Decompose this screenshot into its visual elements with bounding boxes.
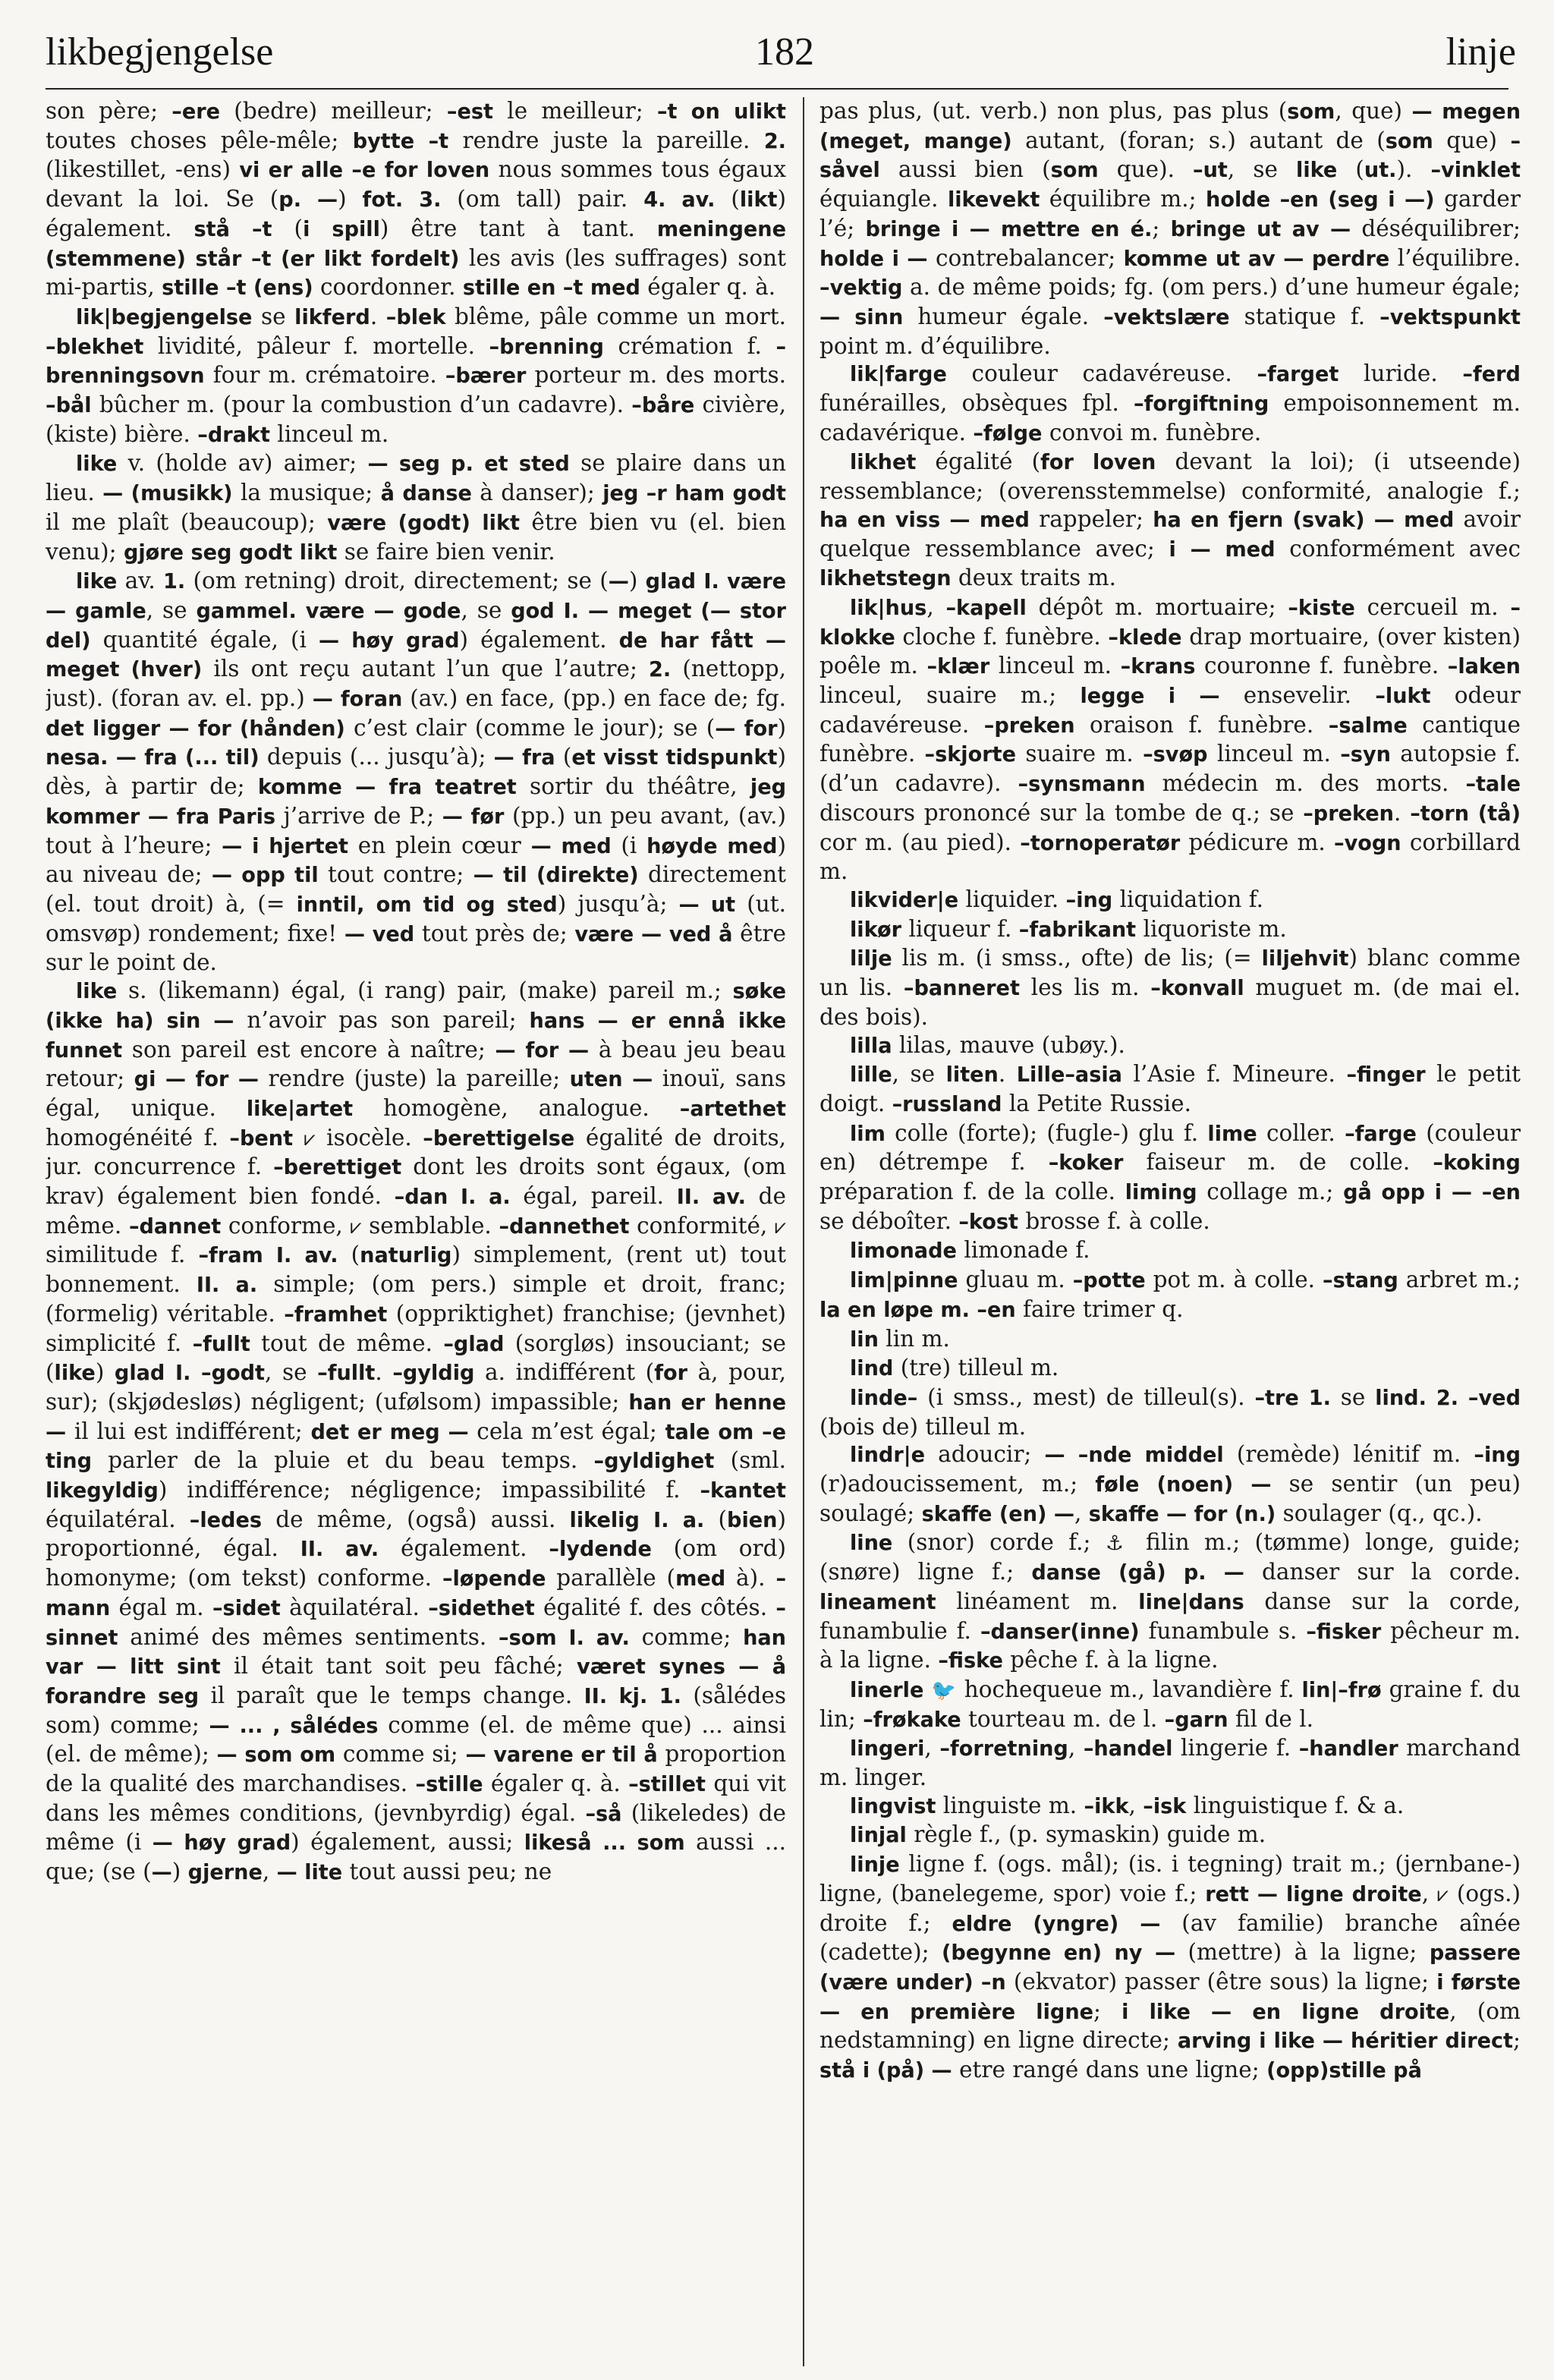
dictionary-entry: linje ligne f. (ogs. mål); (is. i tegning) trait m.; (jernbane-) ligne, (banelegeme, spor) voie f.; rett — ligne droite, ⩗ (ogs.) droite f.; eldre (yngre) — (av familie) branche aînée (cadette); (begynne en) ny — (mettre) à la ligne; passere (være under) –n (ekvator) passer (être sous) la ligne; i første — en première ligne; i like — en ligne droite, (om nedstamning) en ligne directe; arving i like — héritier direct; stå i (på) — etre rangé dans une ligne; (opp)stille på <box>819 1851 1521 2083</box>
dictionary-entry: pas plus, (ut. verb.) non plus, pas plus (som, que) — megen (meget, mange) autant, (foran; s.) autant de (som que) –såvel aussi bien (som que). –ut, se like (ut.). –vinklet équiangle. likevekt équilibre m.; holde –en (seg i —) garder l’é; bringe i — mettre en é.; bringe ut av — déséquilibrer; holde i — contrebalancer; komme ut av — perdre l’équilibre. –vektig a. de même poids; fg. (om pers.) d’une humeur égale; — sinn humeur égale. –vektslære statique f. –vektspunkt point m. d’équilibre. <box>819 98 1521 359</box>
dictionary-entry: lik|farge couleur cadavéreuse. –farget luride. –ferd funérailles, obsèques fpl. –forgiftning empoisonnement m. cadavérique. –følge convoi m. funèbre. <box>819 360 1521 445</box>
dictionary-entry: likør liqueur f. –fabrikant liquoriste m. <box>850 915 1287 942</box>
left-column <box>46 97 786 2366</box>
dictionary-entry: linerle 🐦 hochequeue m., lavandière f. lin|–frø graine f. du lin; –frøkake tourteau m. de l. –garn fil de l. <box>819 1676 1521 1732</box>
header-rule <box>46 88 1508 90</box>
header-last-entry: linje <box>1445 30 1516 74</box>
header-first-entry: likbegjengelse <box>46 30 274 74</box>
dictionary-entry: like av. 1. (om retning) droit, directement; se (—) glad I. være — gamle, se gammel. være — gode, se god I. — meget (— stor del) quantité égale, (i — høy grad) également. de har fått — meget (hver) ils ont reçu autant l’un que l’autre; 2. (nettopp, just). (foran av. el. pp.) — foran (av.) en face, (pp.) en face de; fg. det ligger — for (hånden) c’est clair (comme le jour); se (— for) nesa. — fra (... til) depuis (... jusqu’à); — fra (et visst tidspunkt) dès, à partir de; komme — fra teatret sortir du théâtre, jeg kommer — fra Paris j’arrive de P.; — før (pp.) un peu avant, (av.) tout à l’heure; — i hjertet en plein cœur — med (i høyde med) au niveau de; — opp til tout contre; — til (direkte) directement (el. tout droit) à, (= inntil, om tid og sted) jusqu’à; — ut (ut. omsvøp) rondement; fixe! — ved tout près de; være — ved å être sur le point de. <box>46 568 786 976</box>
dictionary-entry: like s. (likemann) égal, (i rang) pair, (make) pareil m.; søke (ikke ha) sin — n’avoir pas son pareil; hans — er ennå ikke funnet son pareil est encore à naître; — for — à beau jeu beau retour; gi — for — rendre (juste) la pareille; uten — inouï, sans égal, unique. like|artet homogène, analogue. –artethet homogénéité f. –bent ⩗ isocèle. –berettigelse égalité de droits, jur. concurrence f. –berettiget dont les droits sont égaux, (om krav) également bien fondé. –dan I. a. égal, pareil. II. av. de même. –dannet conforme, ⩗ semblable. –dannethet conformité, ⩗ similitude f. –fram I. av. (naturlig) simplement, (rent ut) tout bonnement. II. a. simple; (om pers.) simple et droit, franc; (formelig) véritable. –framhet (oppriktighet) franchise; (jevnhet) simplicité f. –fullt tout de même. –glad (sorgløs) insouciant; se (like) glad I. –godt, se –fullt. –gyldig a. indifférent (for à, pour, sur); (skjødesløs) négligent; (ufølsom) impassible; han er henne — il lui est indifférent; det er meg — cela m’est égal; tale om –e ting parler de la pluie et du beau temps. –gyldighet (sml. likegyldig) indifférence; négligence; impassibilité f. –kantet équilatéral. –ledes de même, (også) aussi. likelig I. a. (bien) proportionné, égal. II. av. également. –lydende (om ord) homonyme; (om tekst) conforme. –løpende parallèle (med à). –mann égal m. –sidet àquilatéral. –sidethet égalité f. des côtés. –sinnet animé des mêmes sentiments. –som I. av. comme; han var — litt sint il était tant soit peu fâché; været synes — å forandre seg il paraît que le temps change. II. kj. 1. (sålédes som) comme; — ... , sålédes comme (el. de même que) ... ainsi (el. de même); — som om comme si; — varene er til å proportion de la qualité des marchandises. –stille égaler q. à. –stillet qui vit dans les mêmes conditions, (jevnbyrdig) égal. –så (likeledes) de même (i — høy grad) également, aussi; likeså ... som aussi ... que; (se (—) gjerne, — lite tout aussi peu; ne <box>46 978 786 1885</box>
dictionary-entry: linjal règle f., (p. symaskin) guide m. <box>850 1821 1266 1848</box>
dictionary-entry: lille, se liten. Lille–asia l’Asie f. Mineure. –finger le petit doigt. –russland la Petite Russie. <box>819 1061 1521 1116</box>
column-divider <box>803 97 804 2366</box>
page-number: 182 <box>755 30 814 74</box>
dictionary-entry: line (snor) corde f.; ⚓ filin m.; (tømme) longe, guide; (snøre) ligne f.; danse (gå) p. — danser sur la corde. lineament linéament m. line|dans danse sur la corde, funambulie f. –danser(inne) funambule s. –fisker pêcheur m. à la ligne. –fiske pêche f. à la ligne. <box>819 1529 1521 1673</box>
dictionary-entry: lilla lilas, mauve (ubøy.). <box>850 1031 1125 1058</box>
dictionary-entry: lin lin m. <box>850 1325 950 1352</box>
dictionary-entry: limonade limonade f. <box>850 1237 1090 1264</box>
dictionary-entry: lingeri, –forretning, –handel lingerie f. –handler marchand m. linger. <box>819 1735 1521 1791</box>
dictionary-entry: lind (tre) tilleul m. <box>850 1355 1059 1381</box>
dictionary-entry: likhet égalité (for loven devant la loi); (i utseende) ressemblance; (overensstemmelse) conformité, analogie f.; ha en viss — med rappeler; ha en fjern (svak) — med avoir quelque ressemblance avec; i — med conformément avec likhetstegn deux traits m. <box>819 449 1521 591</box>
dictionary-entry: lik|hus, –kapell dépôt m. mortuaire; –kiste cercueil m. –klokke cloche f. funèbre. –klede drap mortuaire, (over kisten) poêle m. –klær linceul m. –krans couronne f. funèbre. –laken linceul, suaire m.; legge i — ensevelir. –lukt odeur cadavéreuse. –preken oraison f. funèbre. –salme cantique funèbre. –skjorte suaire m. –svøp linceul m. –syn autopsie f. (d’un cadavre). –synsmann médecin m. des morts. –tale discours prononcé sur la tombe de q.; se –preken. –torn (tå) cor m. (au pied). –tornoperatør pédicure m. –vogn corbillard m. <box>819 593 1521 885</box>
dictionary-entry: linde– (i smss., mest) de tilleul(s). –tre 1. se lind. 2. –ved (bois de) tilleul m. <box>819 1384 1521 1440</box>
dictionary-entry: lik|begjengelse se likferd. –blek blême, pâle comme un mort. –blekhet lividité, pâleur f. mortelle. –brenning crémation f. –brenningsovn four m. crématoire. –bærer porteur m. des morts. –bål bûcher m. (pour la combustion d’un cadavre). –båre civière, (kiste) bière. –drakt linceul m. <box>46 303 786 447</box>
dictionary-entry: son père; –ere (bedre) meilleur; –est le meilleur; –t on ulikt toutes choses pêle-mêle; bytte –t rendre juste la pareille. 2. (likestillet, -ens) vi er alle –e for loven nous sommes tous égaux devant la loi. Se (p. —) fot. 3. (om tall) pair. 4. av. (likt) également. stå –t (i spill) être tant à tant. meningene (stemmene) står –t (er likt fordelt) les avis (les suffrages) sont mi-partis, stille –t (ens) coordonner. stille en –t med égaler q. à. <box>46 98 786 301</box>
right-column <box>819 97 1521 2366</box>
running-head <box>46 26 1524 79</box>
dictionary-entry: lim colle (forte); (fugle-) glu f. lime coller. –farge (couleur en) détrempe f. –koker faiseur m. de colle. –koking préparation f. de la colle. liming collage m.; gå opp i — –en se déboîter. –kost brosse f. à colle. <box>819 1119 1521 1234</box>
dictionary-entry: lindr|e adoucir; — –nde middel (remède) lénitif m. –ing (r)adoucissement, m.; føle (noen) — se sentir (un peu) soulagé; skaffe (en) —, skaffe — for (n.) soulager (q., qc.). <box>819 1441 1521 1526</box>
dictionary-entry: likvider|e liquider. –ing liquidation f. <box>850 886 1263 912</box>
dictionary-entry: lilje lis m. (i smss., ofte) de lis; (= liljehvit) blanc comme un lis. –banneret les lis m. –konvall muguet m. (de mai el. des bois). <box>819 945 1521 1030</box>
dictionary-entry: lim|pinne gluau m. –potte pot m. à colle. –stang arbret m.; la en løpe m. –en faire trimer q. <box>819 1267 1521 1322</box>
dictionary-entry: like v. (holde av) aimer; — seg p. et sted se plaire dans un lieu. — (musikk) la musique; å danse à danser); jeg –r ham godt il me plaît (beaucoup); være (godt) likt être bien vu (el. bien venu); gjøre seg godt likt se faire bien venir. <box>46 450 786 565</box>
dictionary-entry: lingvist linguiste m. –ikk, –isk linguistique f. & a. <box>850 1792 1405 1818</box>
